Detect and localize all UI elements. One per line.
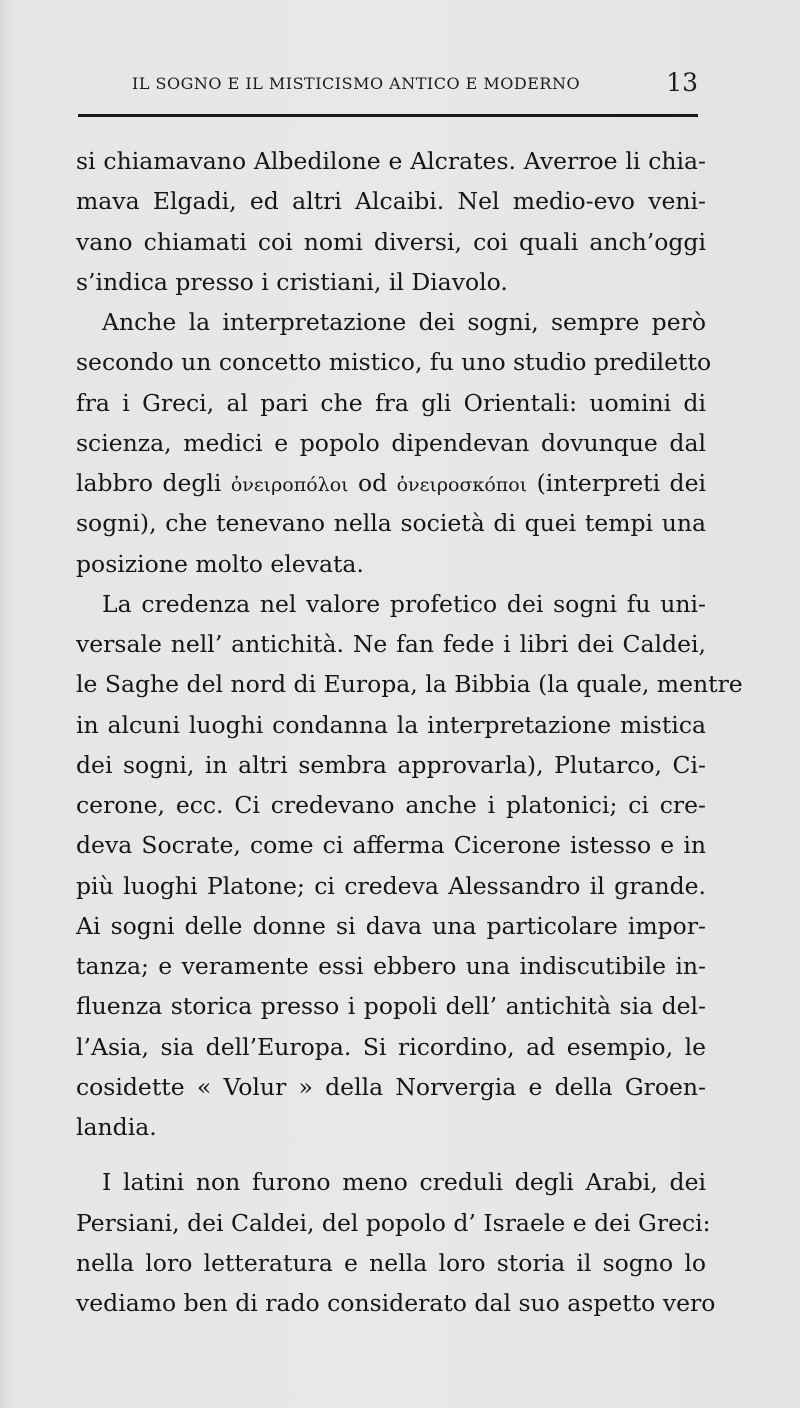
text-line-with-greek bbox=[76, 463, 706, 503]
page-number: 13 bbox=[666, 68, 698, 97]
text-line: sogni), che tenevano nella società di quei tempi una bbox=[76, 509, 706, 538]
text-line: deva Socrate, come ci afferma Cicerone istesso e in bbox=[76, 831, 706, 860]
text-line: scienza, medici e popolo dipendevan dovunque dal bbox=[76, 428, 706, 457]
text-line: versale nell’ antichità. Ne fan fede i libri dei Caldei, bbox=[76, 630, 706, 658]
header-rule bbox=[78, 114, 698, 117]
text-line: dei sogni, in altri sembra approvarla), Plutarco, Ci- bbox=[76, 750, 706, 779]
paragraph bbox=[76, 1162, 716, 1323]
text-line: nella loro letteratura e nella loro storia il sogno lo bbox=[76, 1248, 706, 1277]
greek-term: ὀνειροπόλοι bbox=[230, 474, 349, 496]
text-fragment: labbro degli bbox=[76, 469, 231, 497]
text-line: fluenza storica presso i popoli dell’ antichità sia del- bbox=[76, 992, 706, 1021]
text-line: I latini non furono meno creduli degli Arabi, dei bbox=[102, 1168, 706, 1197]
text-fragment: od bbox=[348, 469, 397, 497]
text-line: l’Asia, sia dell’Europa. Si ricordino, ad esempio, le bbox=[76, 1032, 706, 1061]
text-line: Persiani, dei Caldei, del popolo d’ Israele e dei Greci: bbox=[76, 1208, 711, 1237]
text-line: si chiamavano Albedilone e Alcrates. Averroe li chia- bbox=[76, 147, 706, 175]
text-line: Anche la interpretazione dei sogni, sempre però bbox=[102, 308, 706, 336]
greek-term: ὀνειροσκόποι bbox=[396, 474, 528, 496]
text-line: s’indica presso i cristiani, il Diavolo. bbox=[76, 267, 508, 296]
text-line: posizione molto elevata. bbox=[76, 549, 364, 578]
paragraph bbox=[76, 584, 743, 1148]
page-header bbox=[78, 66, 698, 106]
text-line: le Saghe del nord di Europa, la Bibbia (la quale, mentre bbox=[76, 670, 743, 699]
body-text bbox=[76, 141, 743, 1323]
running-title: IL SOGNO E IL MISTICISMO ANTICO E MODERNO bbox=[132, 74, 581, 93]
text-line: cerone, ecc. Ci credevano anche i platonici; ci cre- bbox=[76, 791, 706, 819]
paragraph bbox=[76, 141, 706, 302]
paragraph-gap bbox=[76, 1147, 706, 1162]
text-fragment: (interpreti dei bbox=[527, 469, 706, 497]
paragraph bbox=[76, 302, 712, 584]
text-line: secondo un concetto mistico, fu uno studio prediletto bbox=[76, 348, 712, 377]
text-line: fra i Greci, al pari che fra gli Orientali: uomini di bbox=[76, 388, 706, 417]
text-line: mava Elgadi, ed altri Alcaibi. Nel medio-evo veni- bbox=[76, 187, 706, 216]
text-line: landia. bbox=[76, 1113, 157, 1141]
text-line: cosidette « Volur » della Norvergia e della Groen- bbox=[76, 1072, 706, 1101]
text-line: in alcuni luoghi condanna la interpretazione mistica bbox=[76, 710, 706, 739]
text-line: più luoghi Platone; ci credeva Alessandro il grande. bbox=[76, 871, 706, 900]
text-line: vediamo ben di rado considerato dal suo aspetto vero bbox=[76, 1289, 716, 1317]
text-line: La credenza nel valore profetico dei sogni fu uni- bbox=[102, 589, 706, 618]
text-line: vano chiamati coi nomi diversi, coi quali anch’oggi bbox=[76, 227, 706, 256]
text-line: Ai sogni delle donne si dava una particolare impor- bbox=[76, 911, 706, 940]
text-line: tanza; e veramente essi ebbero una indiscutibile in- bbox=[76, 952, 706, 980]
